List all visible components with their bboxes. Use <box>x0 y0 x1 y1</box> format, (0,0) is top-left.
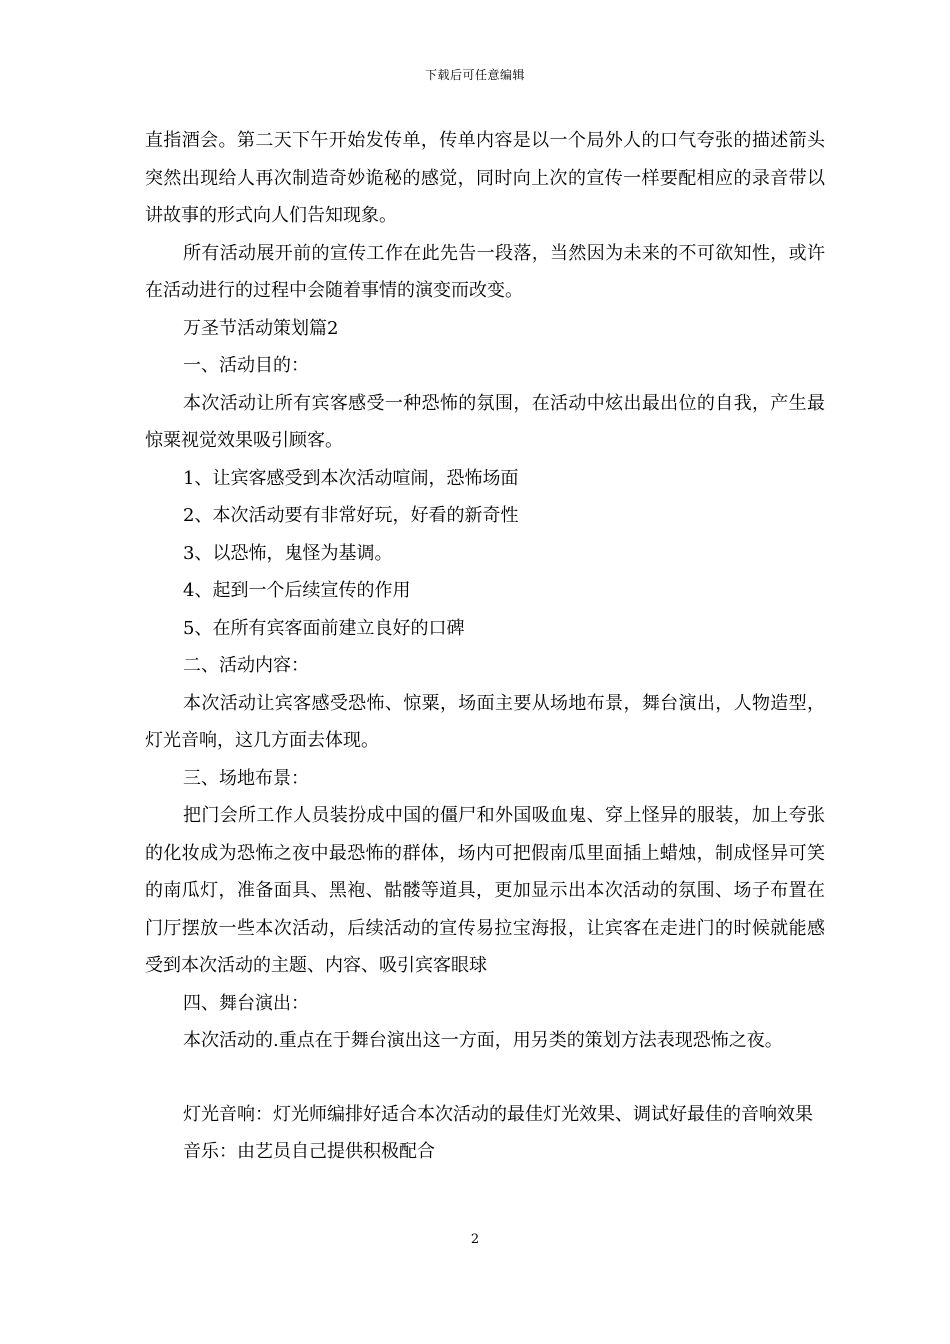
paragraph: 5、在所有宾客面前建立良好的口碑 <box>183 617 465 639</box>
blank-line <box>145 1060 825 1096</box>
document-body <box>145 122 825 1171</box>
page-number: 2 <box>470 1232 480 1247</box>
paragraph: 2、本次活动要有非常好玩，好看的新奇性 <box>183 505 519 526</box>
paragraph: 直指酒会。第二天下午开始发传单，传单内容是以一个局外人的口气夸张的描述箭头突然出现给人再次制造奇妙诡秘的感觉，同时向上次的宣传一样要配相应的录音带以讲故事的形式向人们告知现象。 <box>145 130 825 226</box>
paragraph: 4、起到一个后续宣传的作用 <box>183 580 411 601</box>
paragraph: 三、场地布景： <box>183 767 309 789</box>
paragraph: 万圣节活动策划篇2 <box>183 317 339 339</box>
paragraph: 四、舞台演出： <box>183 992 309 1014</box>
paragraph: 把门会所工作人员装扮成中国的僵尸和外国吸血鬼、穿上怪异的服装，加上夸张的化妆成为恐怖之夜中最恐怖的群体，场内可把假南瓜里面插上蜡烛，制成怪异可笑的南瓜灯，准备面具、黑袍、骷髅等道具，更加显示出本次活动的氛围、场子布置在门厅摆放一些本次活动，后续活动的宣传易拉宝海报，让宾客在走进门的时候就能感受到本次活动的主题、内容、吸引宾客眼球 <box>145 805 825 976</box>
paragraph: 灯光音响：灯光师编排好适合本次活动的最佳灯光效果、调试好最佳的音响效果 <box>183 1103 813 1125</box>
paragraph: 3、以恐怖，鬼怪为基调。 <box>183 542 393 564</box>
paragraph: 二、活动内容： <box>183 655 309 676</box>
paragraph: 本次活动让宾客感受恐怖、惊粟，场面主要从场地布景，舞台演出，人物造型，灯光音响，这几方面去体现。 <box>145 692 825 751</box>
paragraph: 所有活动展开前的宣传工作在此先告一段落，当然因为未来的不可欲知性，或许在活动进行的过程中会随着事情的演变而改变。 <box>145 242 825 301</box>
paragraph: 音乐：由艺员自己提供积极配合 <box>183 1141 435 1162</box>
paragraph: 本次活动让所有宾客感受一种恐怖的氛围，在活动中炫出最出位的自我，产生最惊粟视觉效果吸引顾客。 <box>145 392 825 451</box>
paragraph: 本次活动的.重点在于舞台演出这一方面，用另类的策划方法表现恐怖之夜。 <box>183 1030 783 1051</box>
page-header: 下载后可任意编辑 <box>424 68 525 82</box>
paragraph: 一、活动目的： <box>183 355 309 376</box>
paragraph: 1、让宾客感受到本次活动喧闹，恐怖场面 <box>183 467 519 489</box>
